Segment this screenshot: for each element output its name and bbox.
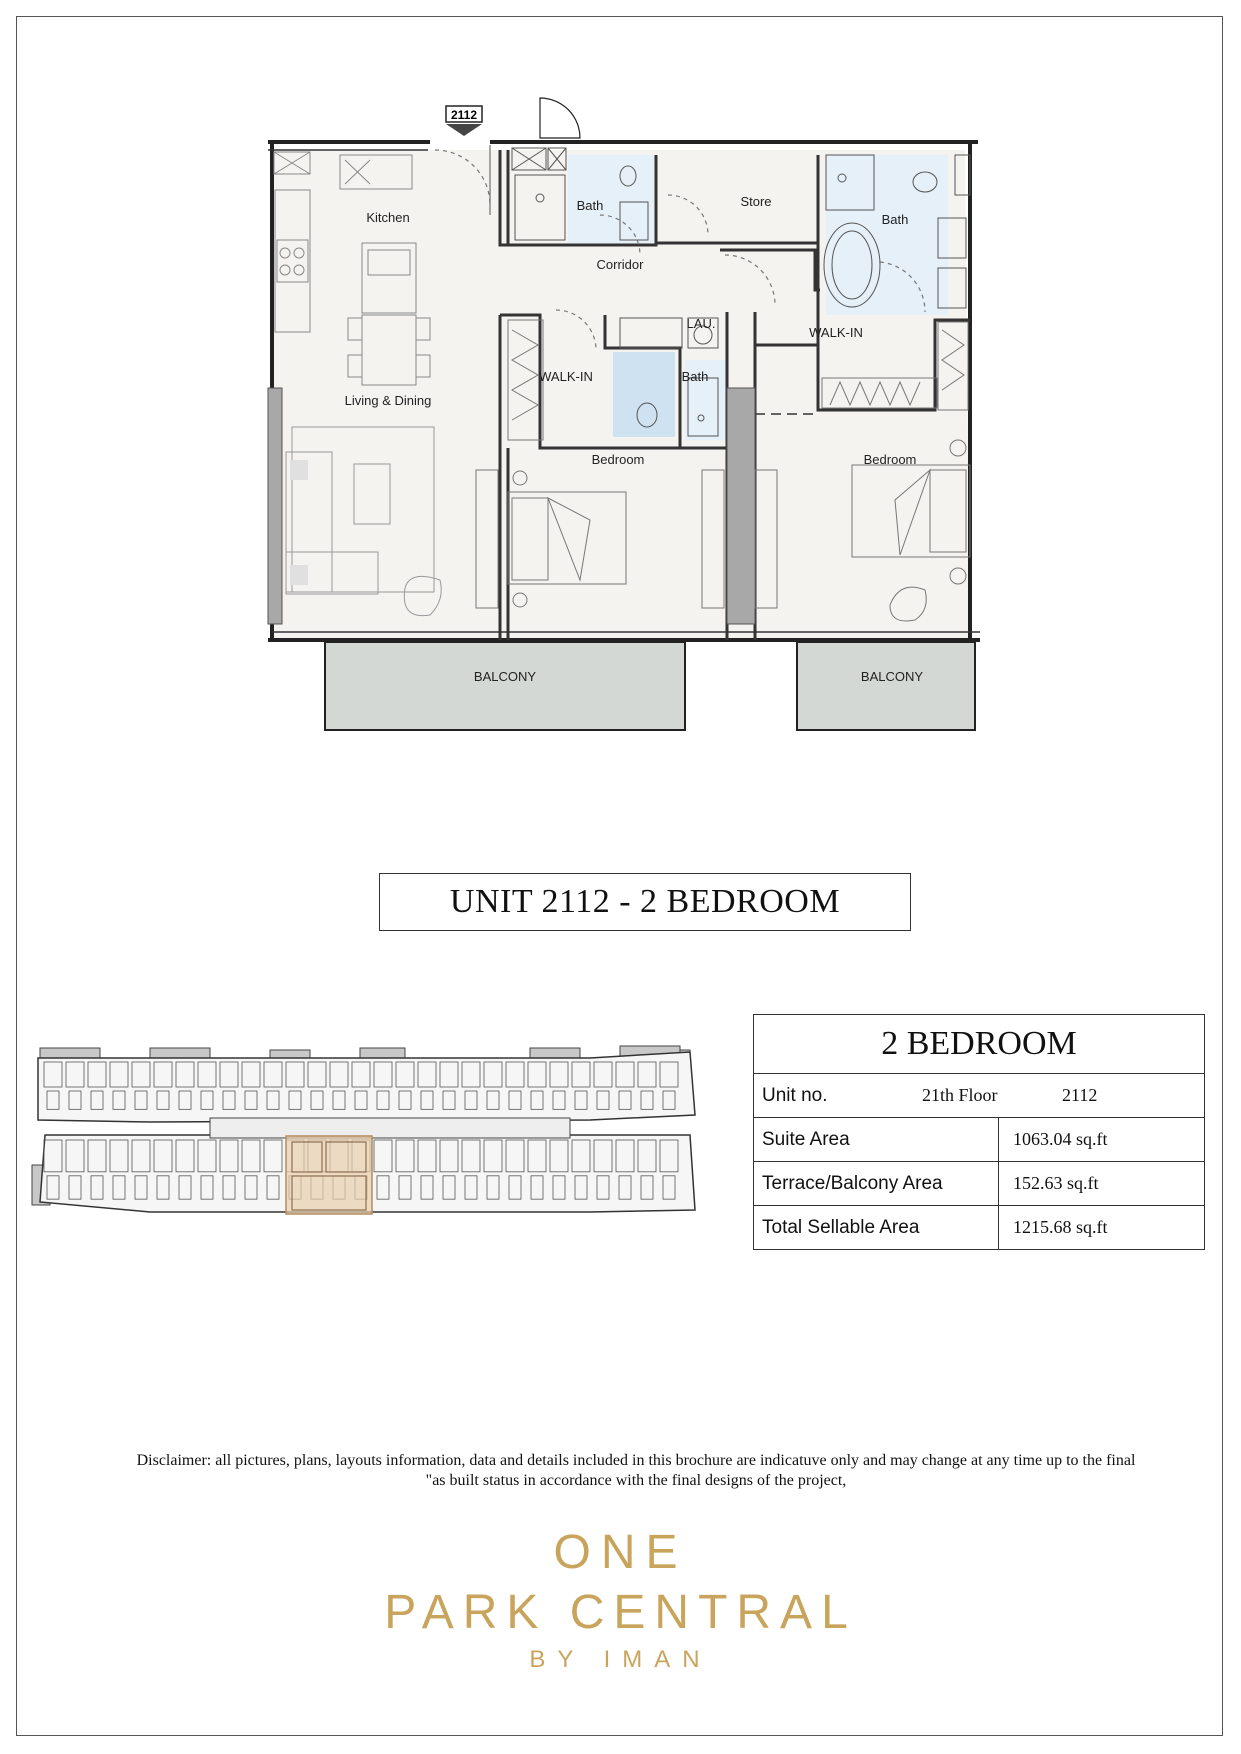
disclaimer [60,1451,1212,1491]
label-kitchen: Kitchen [366,210,410,225]
suite-area-value: 1063.04 sq.ft [999,1118,1205,1162]
label-bedroom-1: Bedroom [591,452,645,467]
label-corridor: Corridor [596,257,644,272]
disclaimer-line-1: Disclaimer: all pictures, plans, layouts information, data and details included in this brochure are indicatuve only and may change at any time up to the final [136,1452,1136,1469]
label-bedroom-2: Bedroom [863,452,917,467]
column-central [727,388,755,624]
entry-door-swing [540,98,580,138]
label-bath-3: Bath [681,369,709,384]
spec-row [754,1118,1205,1162]
unit-no-label: Unit no. [762,1084,828,1106]
balcony-area-value: 152.63 sq.ft [999,1162,1205,1206]
floor-value: 21th Floor [922,1085,998,1105]
label-living-dining: Living & Dining [344,393,432,408]
bath-2-tile [826,155,948,315]
spec-row [754,1206,1205,1250]
unit-marker [446,106,482,136]
spec-row [754,1162,1205,1206]
logo-line-1: ONE [553,1526,688,1579]
spec-heading: 2 BEDROOM [754,1015,1205,1074]
label-bath-2: Bath [881,212,909,227]
label-walkin-1: WALK-IN [539,369,593,384]
disclaimer-line-2: "as built status in accordance with the final designs of the project, [425,1472,847,1489]
label-walkin-2: WALK-IN [809,325,863,340]
brand-logo [0,1525,1241,1674]
balcony-1 [325,642,685,730]
balcony-area-label: Terrace/Balcony Area [754,1162,999,1206]
logo-line-3: BY IMAN [529,1646,712,1673]
floor-plan [0,0,1241,760]
highlighted-unit [286,1136,372,1214]
label-balcony-2: BALCONY [860,669,924,684]
unit-no-value: 2112 [1062,1085,1098,1105]
balcony-2 [797,642,975,730]
key-plan [30,1040,730,1230]
logo-line-2: PARK CENTRAL [384,1586,857,1639]
bath-3-tile [613,352,675,437]
label-store: Store [740,194,772,209]
total-area-label: Total Sellable Area [754,1206,999,1250]
svg-text:2112: 2112 [450,108,478,122]
suite-area-label: Suite Area [754,1118,999,1162]
spec-table [753,1014,1205,1250]
column-west [268,388,282,624]
unit-title: UNIT 2112 - 2 BEDROOM [379,873,911,931]
label-bath-1: Bath [576,198,604,213]
label-lau: LAU. [686,316,716,331]
total-area-value: 1215.68 sq.ft [999,1206,1205,1250]
label-balcony-1: BALCONY [473,669,537,684]
